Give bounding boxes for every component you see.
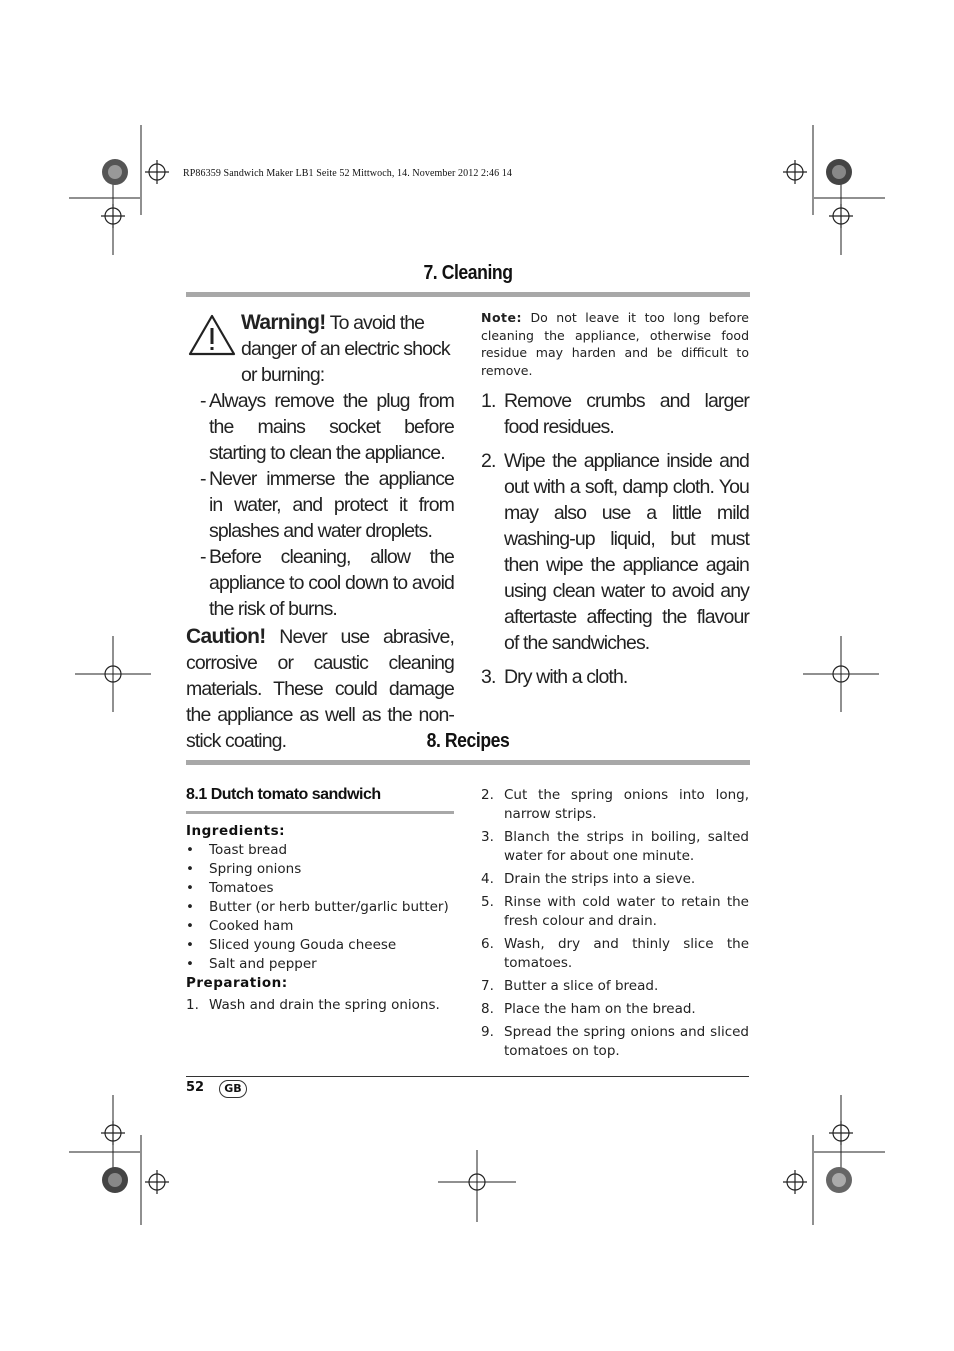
language-badge: GB <box>219 1080 247 1098</box>
cleaning-step: 2. Wipe the appliance inside and out with a soft, damp cloth. You may also use a little mild washing-up liquid, but must then wipe the appliance again using clean water to avoid any aftertaste affecting the flavour of the sandwiches. <box>481 450 749 654</box>
ingredient-item: • Butter (or herb butter/garlic butter) <box>186 899 449 915</box>
cleaning-right-column <box>481 309 749 698</box>
section-rule <box>186 760 750 765</box>
preparation-step: 7. Butter a slice of bread. <box>481 978 659 994</box>
warning-item: - Never immerse the appliance in water, and protect it from splashes and water droplets. <box>200 468 454 542</box>
section-title-cleaning: 7. Cleaning <box>423 262 513 284</box>
page-number: 52 <box>186 1080 205 1095</box>
ingredient-item: • Salt and pepper <box>186 956 317 972</box>
ingredient-item: • Cooked ham <box>186 918 294 934</box>
section-rule <box>186 292 750 297</box>
ingredient-item: • Sliced young Gouda cheese <box>186 937 397 953</box>
warning-label: Warning! <box>241 311 326 334</box>
preparation-step: 3. Blanch the strips in boiling, salted water for about one minute. <box>481 829 749 864</box>
note-paragraph <box>481 309 749 379</box>
warning-text: To avoid the danger of an electric shock or burning: <box>241 312 450 386</box>
warning-item: - Before cleaning, allow the appliance to cool down to avoid the risk of burns. <box>200 546 454 620</box>
preparation-step: 4. Drain the strips into a sieve. <box>481 871 696 887</box>
cleaning-step: 1. Remove crumbs and larger food residues. <box>481 390 749 438</box>
print-header: RP86359 Sandwich Maker LB1 Seite 52 Mittwoch, 14. November 2012 2:46 14 <box>183 168 513 179</box>
caution-text: Never use abrasive, corrosive or caustic cleaning materials. These could damage the appliance as well as the non-stick coating. <box>186 626 454 752</box>
preparation-label: Preparation: <box>186 975 288 991</box>
footer-rule <box>186 1076 749 1077</box>
preparation-step: 2. Cut the spring onions into long, narrow strips. <box>481 787 749 822</box>
preparation-step: 5. Rinse with cold water to retain the fresh colour and drain. <box>481 894 749 929</box>
ingredients-label: Ingredients: <box>186 823 286 839</box>
cleaning-left-column <box>186 310 454 754</box>
note-label: Note: <box>481 310 523 325</box>
preparation-step: 1. Wash and drain the spring onions. <box>186 997 440 1013</box>
ingredient-item: • Tomatoes <box>186 880 274 896</box>
ingredient-item: • Toast bread <box>186 842 288 858</box>
recipes-right-column <box>481 786 749 1065</box>
recipe-subtitle: 8.1 Dutch tomato sandwich <box>186 786 381 803</box>
preparation-step: 9. Spread the spring onions and sliced tomatoes on top. <box>481 1024 749 1059</box>
subtitle-rule <box>186 811 454 814</box>
caution-label: Caution! <box>186 625 266 648</box>
ingredient-item: • Spring onions <box>186 861 302 877</box>
section-title-recipes: 8. Recipes <box>426 730 510 752</box>
note-text: Do not leave it too long before cleaning the appliance, otherwise food residue may harden and be difficult to remove. <box>481 310 749 378</box>
preparation-step: 6. Wash, dry and thinly slice the tomatoes. <box>481 936 749 971</box>
preparation-step: 8. Place the ham on the bread. <box>481 1001 696 1017</box>
cleaning-step: 3. Dry with a cloth. <box>481 666 628 688</box>
warning-item: - Always remove the plug from the mains socket before starting to clean the appliance. <box>200 390 454 464</box>
warning-paragraph <box>241 310 454 388</box>
recipes-left-column <box>186 786 454 1015</box>
